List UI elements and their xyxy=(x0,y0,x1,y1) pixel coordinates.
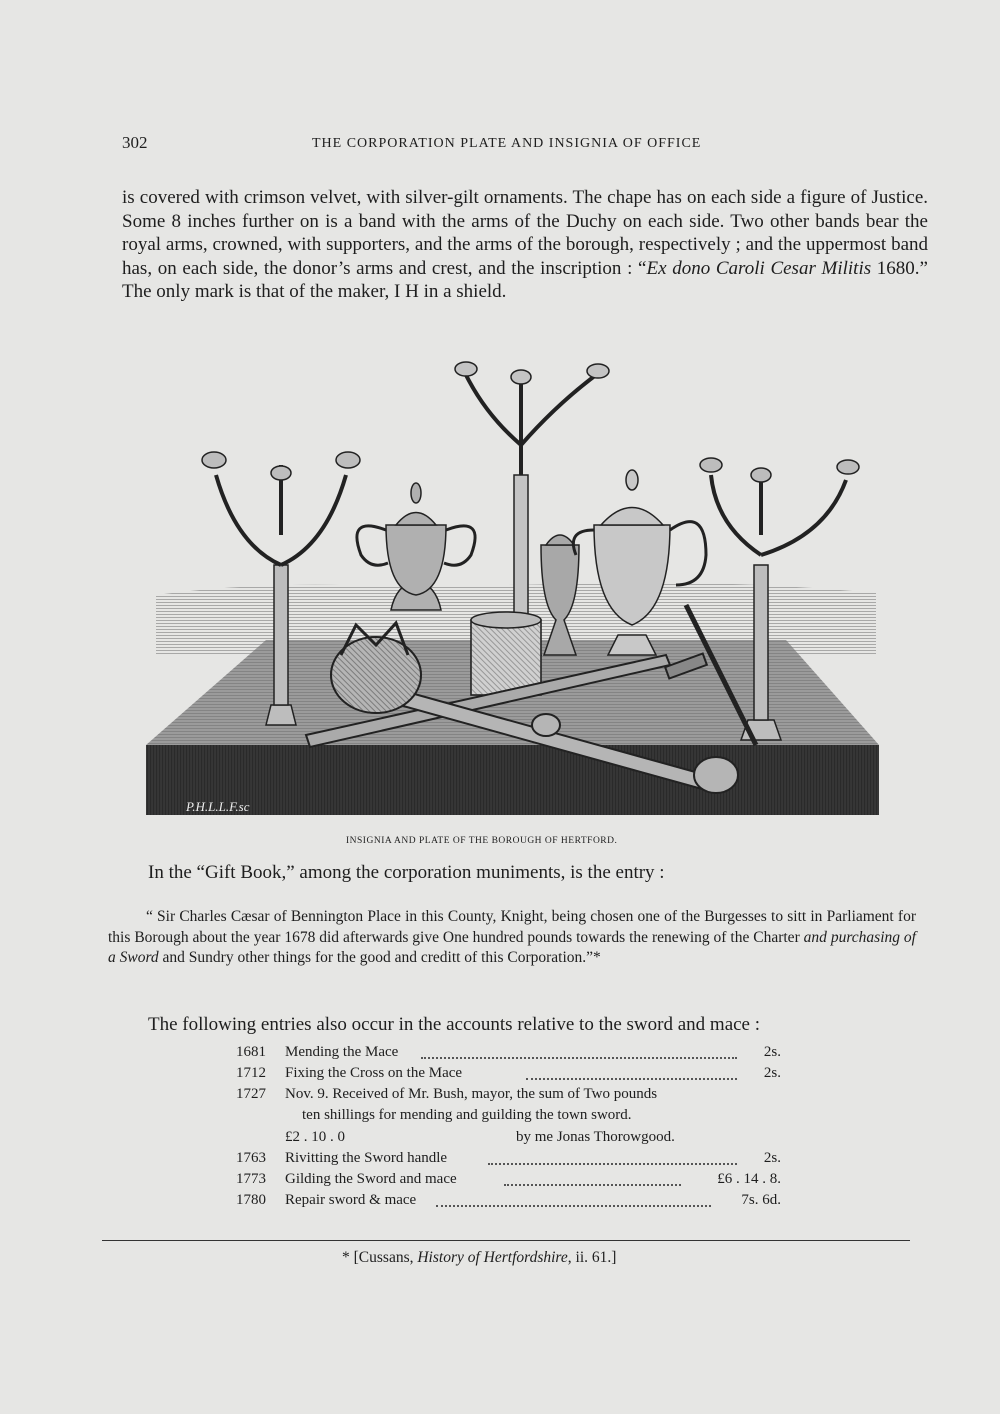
quote-part-1: “ Sir Charles Cæsar of Bennington Place in this County, Knight, being chosen one of the Burgesses to sitt in Parliament for this Borough about the year 1678 did afterwards give One hundred pounds towards the renewing of the Charter xyxy=(108,908,916,946)
body-paragraph xyxy=(122,186,928,304)
footnote-title: History of Hertfordshire xyxy=(417,1249,568,1266)
entry-sum: £2 . 10 . 0 xyxy=(285,1129,345,1145)
body-text-start: is covered with crimson velvet, with silver-gilt ornaments. The chape has on each side a figure of Justice. Some 8 inches further on is a band with the arms of the Duchy on each side. Two other bands bear the royal arms, crowned, with supporters, and the arms of the borough, respectively ; and the uppermost band has, on each side, the donor’s arms and crest, and the inscription : “ xyxy=(122,187,928,279)
inscription-year: 1680.” xyxy=(871,257,928,279)
leader-dots xyxy=(526,1078,737,1080)
entry-year: 1773 xyxy=(236,1171,266,1187)
running-head: THE CORPORATION PLATE AND INSIGNIA OF OFFICE xyxy=(312,136,702,151)
entry-amount: 2s. xyxy=(763,1065,781,1081)
engraver-signature: P.H.L.L.F.sc xyxy=(186,799,250,814)
footnote-rule xyxy=(102,1240,910,1241)
page-number: 302 xyxy=(122,133,148,152)
account-entry xyxy=(236,1148,781,1169)
account-entry xyxy=(236,1084,781,1105)
entry-continuation: ten shillings for mending and guilding the town sword. xyxy=(302,1107,632,1123)
footnote-suffix: , ii. 61.] xyxy=(567,1249,617,1266)
entry-year: 1727 xyxy=(236,1086,266,1102)
account-entry xyxy=(236,1169,781,1190)
gift-book-quote xyxy=(108,907,916,969)
entry-description: Fixing the Cross on the Mace xyxy=(285,1065,463,1081)
entry-year: 1681 xyxy=(236,1044,266,1060)
quote-italic: and purchasing of a Sword xyxy=(108,928,916,966)
entry-description: Rivitting the Sword handle xyxy=(285,1150,448,1166)
entry-amount: 2s. xyxy=(763,1044,781,1060)
page-header xyxy=(122,133,912,155)
leader-dots xyxy=(504,1184,681,1186)
footnote xyxy=(342,1249,616,1267)
leader-dots xyxy=(488,1163,737,1165)
entry-year: 1763 xyxy=(236,1150,266,1166)
body-text-end: The only mark is that of the maker, I H in a shield. xyxy=(122,281,507,302)
account-entry xyxy=(236,1063,781,1084)
entry-year: 1712 xyxy=(236,1065,266,1081)
gift-book-intro: In the “Gift Book,” among the corporation muniments, is the entry : xyxy=(148,862,665,883)
entry-description: Repair sword & mace xyxy=(285,1192,417,1208)
leader-dots xyxy=(421,1057,737,1059)
entry-amount: 7s. 6d. xyxy=(741,1192,781,1208)
entry-description: Nov. 9. Received of Mr. Bush, mayor, the sum of Two pounds xyxy=(285,1086,658,1102)
entry-signature: by me Jonas Thorowgood. xyxy=(516,1129,675,1145)
entries-intro: The following entries also occur in the accounts relative to the sword and mace : xyxy=(148,1014,761,1035)
footnote-prefix: * [Cussans, xyxy=(342,1249,418,1266)
account-entry xyxy=(236,1042,781,1063)
entry-amount: £6 . 14 . 8. xyxy=(717,1171,781,1187)
entry-sum-line xyxy=(236,1126,781,1148)
quote-part-2: and Sundry other things for the good and creditt of this Corporation.”* xyxy=(158,949,601,966)
figure-caption: INSIGNIA AND PLATE OF THE BOROUGH OF HERTFORD. xyxy=(346,836,618,846)
entry-amount: 2s. xyxy=(763,1150,781,1166)
entry-description: Mending the Mace xyxy=(285,1044,399,1060)
latin-inscription: Ex dono Caroli Cesar Militis xyxy=(646,257,872,279)
entry-description: Gilding the Sword and mace xyxy=(285,1171,457,1187)
entry-year: 1780 xyxy=(236,1192,266,1208)
leader-dots xyxy=(436,1205,711,1207)
insignia-engraving xyxy=(146,355,879,825)
account-entry xyxy=(236,1190,781,1211)
account-entries xyxy=(236,1042,781,1211)
